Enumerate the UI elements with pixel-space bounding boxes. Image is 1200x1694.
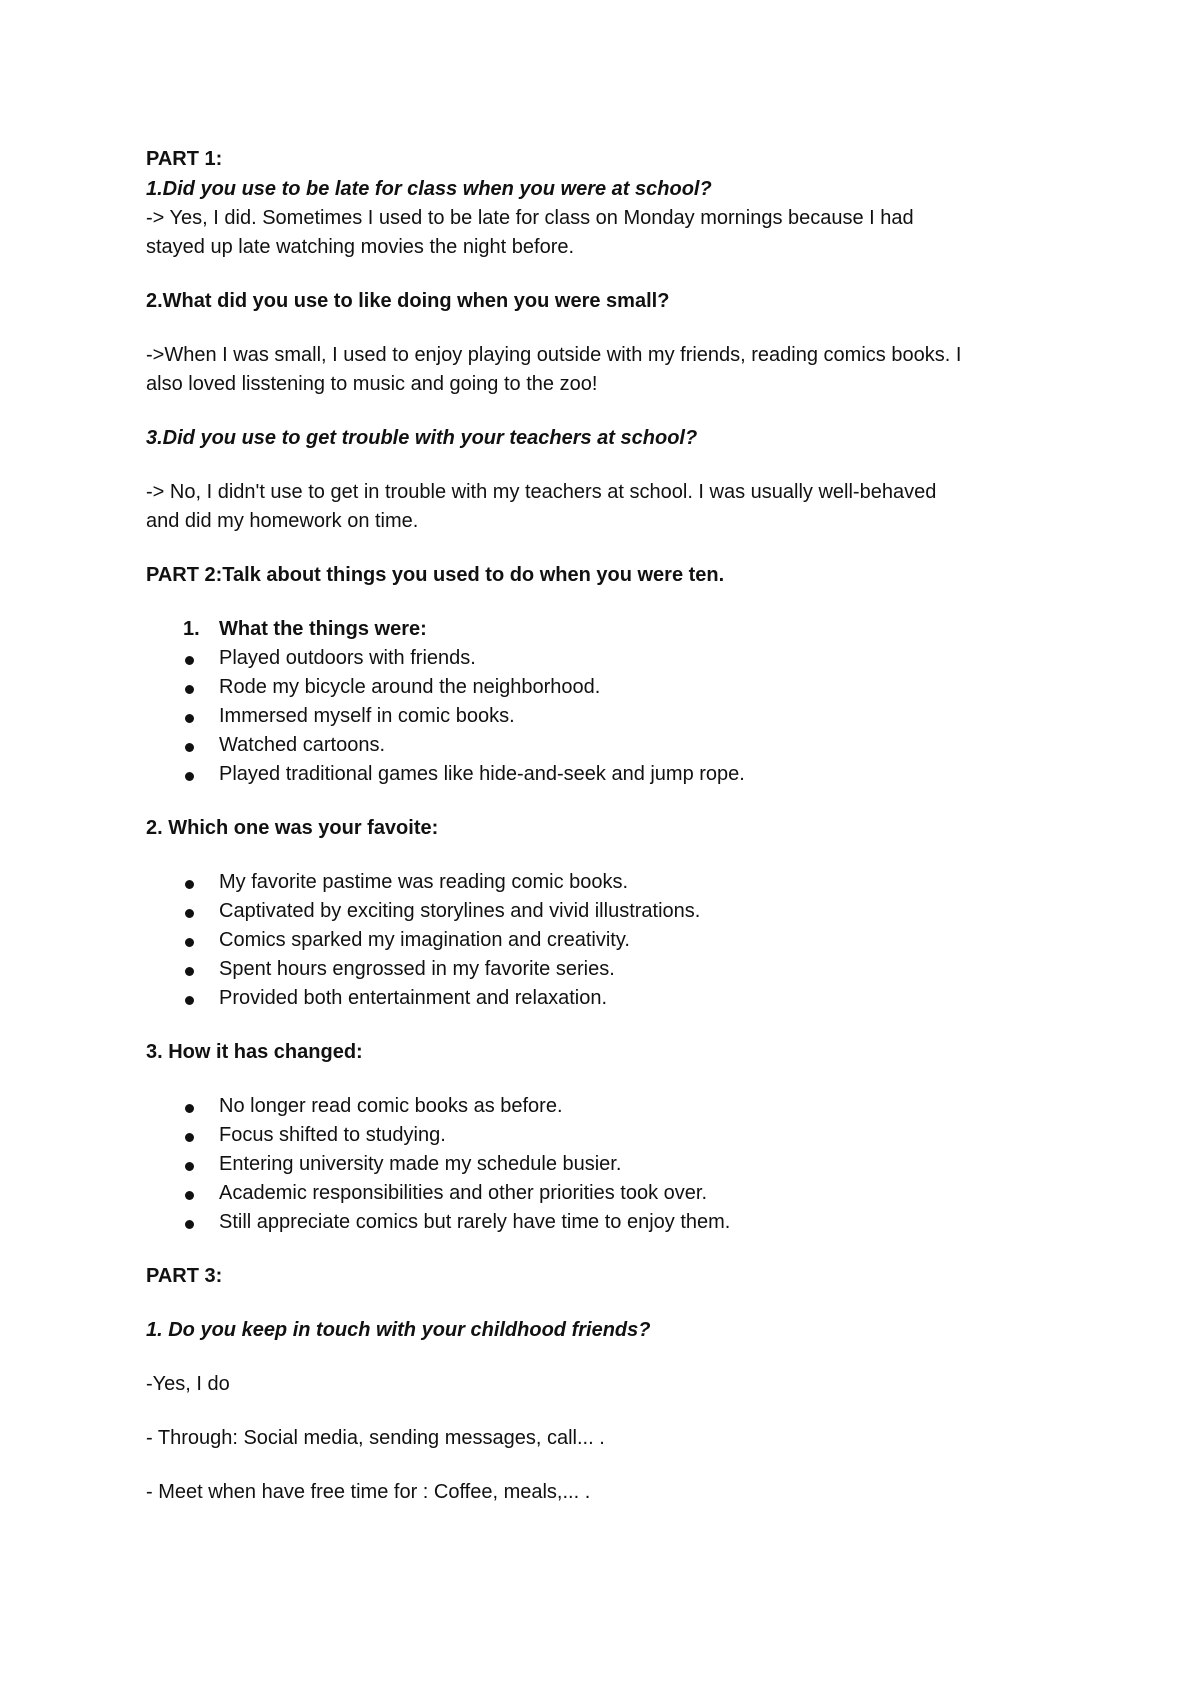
- part1-question-1: 1.Did you use to be late for class when you were at school?: [146, 178, 712, 200]
- bullet-dot: [185, 1104, 194, 1113]
- list-item: Watched cartoons.: [219, 734, 386, 756]
- list-item: Immersed myself in comic books.: [219, 705, 515, 727]
- list-item: Provided both entertainment and relaxation.: [219, 987, 608, 1009]
- bullet-dot: [185, 1133, 194, 1142]
- bullet-dot: [185, 938, 194, 947]
- bullet-dot: [185, 685, 194, 694]
- bullet-dot: [185, 880, 194, 889]
- list-item: Focus shifted to studying.: [219, 1124, 446, 1146]
- list-item: Still appreciate comics but rarely have time to enjoy them.: [219, 1211, 731, 1233]
- part2-section2-title: 2. Which one was your favoite:: [146, 817, 439, 839]
- list-item: Entering university made my schedule busier.: [219, 1153, 622, 1175]
- part1-answer-3-line-2: and did my homework on time.: [146, 510, 419, 532]
- part3-answer-2: - Through: Social media, sending messages, call... .: [146, 1427, 605, 1449]
- bullet-dot: [185, 967, 194, 976]
- list-item: Comics sparked my imagination and creativity.: [219, 929, 630, 951]
- bullet-dot: [185, 772, 194, 781]
- part1-answer-2-line-1: ->When I was small, I used to enjoy playing outside with my friends, reading comics books. I: [146, 344, 962, 366]
- list-item: Played traditional games like hide-and-seek and jump rope.: [219, 763, 745, 785]
- list-item: Spent hours engrossed in my favorite series.: [219, 958, 615, 980]
- bullet-dot: [185, 996, 194, 1005]
- part1-answer-3-line-1: -> No, I didn't use to get in trouble with my teachers at school. I was usually well-behaved: [146, 481, 937, 503]
- part1-question-2: 2.What did you use to like doing when you were small?: [146, 290, 670, 312]
- bullet-dot: [185, 909, 194, 918]
- part1-heading: PART 1:: [146, 148, 223, 170]
- bullet-dot: [185, 714, 194, 723]
- part1-answer-1-line-2: stayed up late watching movies the night before.: [146, 236, 575, 258]
- list-item: No longer read comic books as before.: [219, 1095, 563, 1117]
- part2-section3-title: 3. How it has changed:: [146, 1041, 363, 1063]
- bullet-dot: [185, 1162, 194, 1171]
- list-item: Rode my bicycle around the neighborhood.: [219, 676, 601, 698]
- part1-question-3: 3.Did you use to get trouble with your teachers at school?: [146, 427, 698, 449]
- part2-heading: PART 2:Talk about things you used to do when you were ten.: [146, 564, 725, 586]
- list-item: My favorite pastime was reading comic books.: [219, 871, 629, 893]
- part3-question-1: 1. Do you keep in touch with your childhood friends?: [146, 1319, 651, 1341]
- bullet-dot: [185, 656, 194, 665]
- bullet-dot: [185, 1191, 194, 1200]
- list-item: Captivated by exciting storylines and vivid illustrations.: [219, 900, 701, 922]
- part3-answer-3: - Meet when have free time for : Coffee, meals,... .: [146, 1481, 591, 1503]
- part1-answer-2-line-2: also loved lisstening to music and going to the zoo!: [146, 373, 598, 395]
- list-item: Academic responsibilities and other priorities took over.: [219, 1182, 708, 1204]
- bullet-dot: [185, 743, 194, 752]
- bullet-dot: [185, 1220, 194, 1229]
- part1-answer-1-line-1: -> Yes, I did. Sometimes I used to be late for class on Monday mornings because I had: [146, 207, 914, 229]
- list-item: Played outdoors with friends.: [219, 647, 476, 669]
- part2-section1-title: What the things were:: [219, 618, 427, 640]
- part3-answer-1: -Yes, I do: [146, 1373, 230, 1395]
- part3-heading: PART 3:: [146, 1265, 223, 1287]
- part2-section1-number: 1.: [183, 618, 200, 640]
